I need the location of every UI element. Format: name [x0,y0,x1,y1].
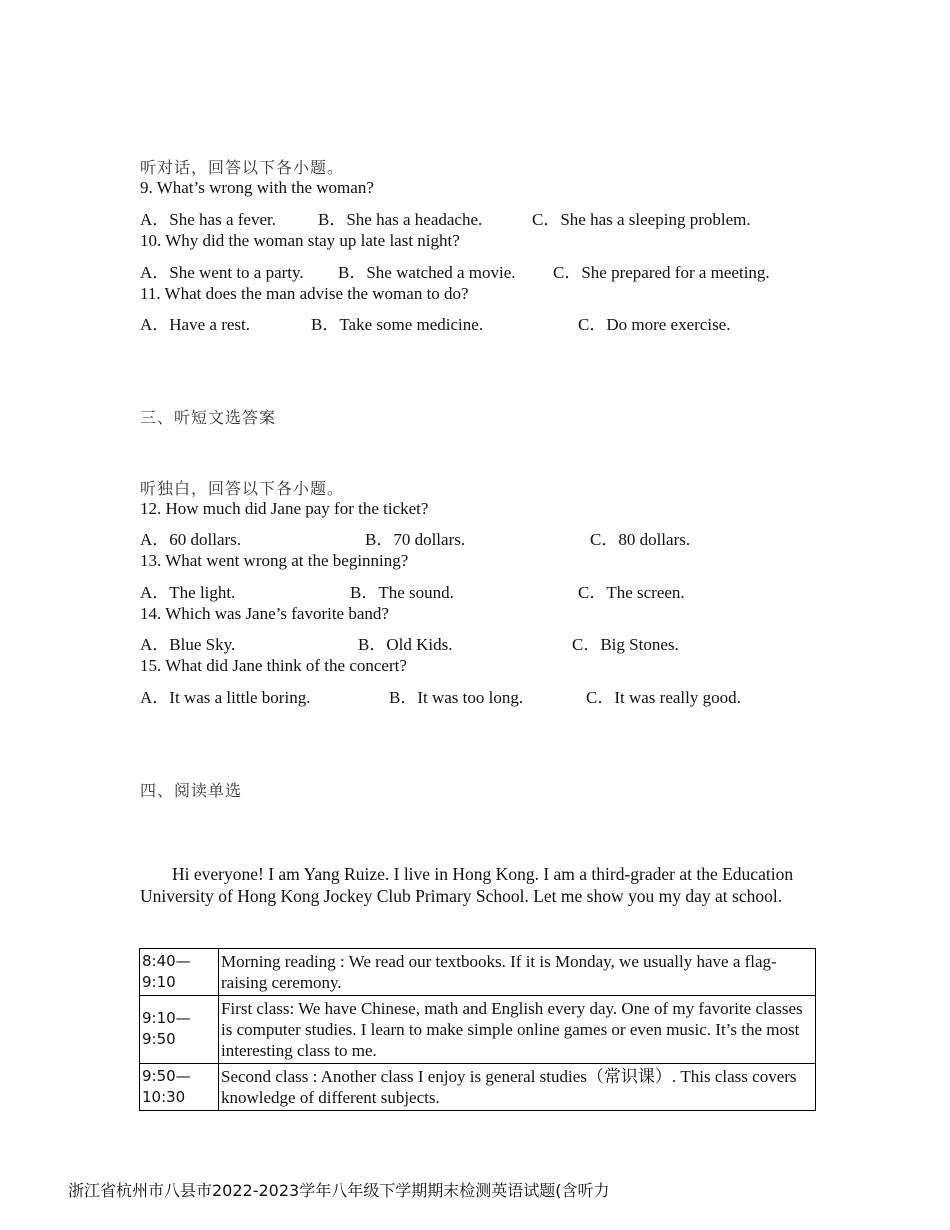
q11-option-a: A．Have a rest. [140,315,250,334]
section-3-heading: 三、听短文选答案 [140,408,277,427]
time-cell [140,949,219,996]
q15-option-b: B．It was too long. [389,688,524,707]
instruction-dialogue: 听对话，回答以下各小题。 [140,158,345,177]
q11-option-b: B．Take some medicine. [311,315,484,334]
q14-option-a: A．Blue Sky. [140,635,236,654]
time-end: 10:30 [142,1088,186,1106]
time-end: 9:50 [142,1030,176,1048]
q9-option-b: B．She has a headache. [318,210,483,229]
question-13: 13. What went wrong at the beginning? [140,551,409,570]
reading-passage-intro: Hi everyone! I am Yang Ruize. I live in Hong Kong. I am a third-grader at the Education University of Hong Kong Jockey Club Primary School. Let me show you my day at school. [140,864,794,906]
q11-option-c: C．Do more exercise. [578,315,731,334]
question-12: 12. How much did Jane pay for the ticket? [140,499,429,518]
q12-option-b: B．70 dollars. [365,530,466,549]
q14-option-c: C．Big Stones. [572,635,679,654]
section-4-heading: 四、阅读单选 [140,781,243,800]
activity-cell: Second class : Another class I enjoy is general studies（常识课）. This class covers knowledge of different subjects. [219,1064,816,1111]
q13-option-a: A．The light. [140,583,236,602]
table-row [140,996,816,1064]
time-start: 8:40— [142,952,191,970]
question-15: 15. What did Jane think of the concert? [140,656,407,675]
q13-option-b: B．The sound. [350,583,454,602]
q14-option-b: B．Old Kids. [358,635,453,654]
q10-option-b: B．She watched a movie. [338,263,516,282]
q15-option-c: C．It was really good. [586,688,741,707]
question-9: 9. What’s wrong with the woman? [140,178,374,197]
activity-cell: Morning reading : We read our textbooks. If it is Monday, we usually have a flag-raising ceremony. [219,949,816,996]
time-end: 9:10 [142,973,176,991]
question-10: 10. Why did the woman stay up late last night? [140,231,460,250]
time-cell [140,996,219,1064]
activity-cell: First class: We have Chinese, math and English every day. One of my favorite classes is computer studies. I learn to make simple online games or even music. It’s the most interesting class to me. [219,996,816,1064]
q10-option-a: A．She went to a party. [140,263,304,282]
school-schedule-table [139,948,816,1111]
q10-option-c: C．She prepared for a meeting. [553,263,770,282]
q9-option-c: C．She has a sleeping problem. [532,210,751,229]
q12-option-c: C．80 dollars. [590,530,691,549]
question-14: 14. Which was Jane’s favorite band? [140,604,389,623]
table-row [140,1064,816,1111]
q9-option-a: A．She has a fever. [140,210,276,229]
table-row [140,949,816,996]
time-start: 9:10— [142,1009,191,1027]
q13-option-c: C．The screen. [578,583,685,602]
time-start: 9:50— [142,1067,191,1085]
q12-option-a: A．60 dollars. [140,530,242,549]
q15-option-a: A．It was a little boring. [140,688,311,707]
instruction-monologue: 听独白，回答以下各小题。 [140,479,345,498]
time-cell [140,1064,219,1111]
document-title-footer: 浙江省杭州市八县市2022-2023学年八年级下学期期末检测英语试题(含听力 [68,1181,610,1200]
question-11: 11. What does the man advise the woman to do? [140,284,469,303]
